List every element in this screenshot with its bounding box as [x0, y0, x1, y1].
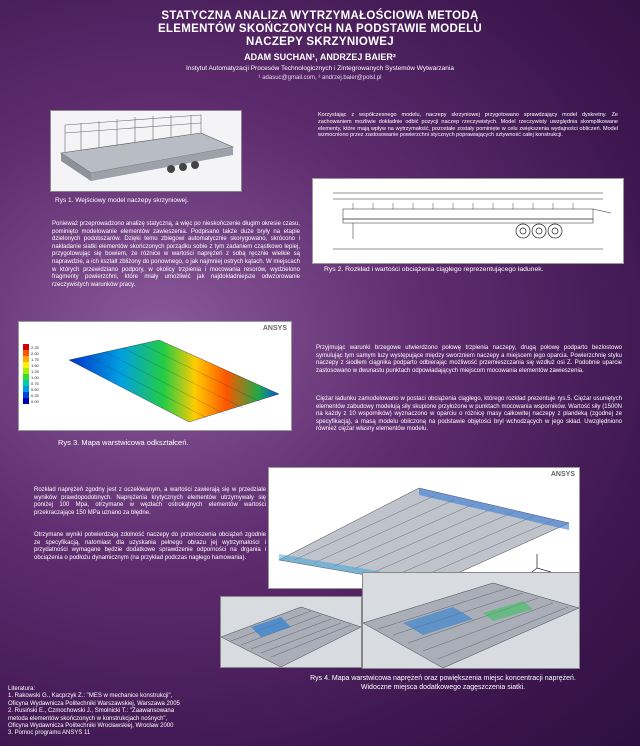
figure-1-caption: Rys 1. Wejściowy model naczepy skrzyniowej.: [55, 197, 189, 204]
references: [8, 686, 268, 738]
figure-3-deformation-map: [18, 321, 292, 431]
method-paragraph: Ponieważ przeprowadzono analizę statyczną, a więc po nieskończenie długim okresie czasu, pominięto modelowanie elementów zawieszenia. Podpisano także duże bryły na etapie dzielonych podobszarów. Dzięki temu zbiegowi automatycznie skorygowano, skrócono i nakładanie siatki elementów skończonych porządku sobie z tym zadaniem cząstkowo lepiej, przygotowując się bowiem, że różnice w wartości naprężeń z sobą ręcznie wielkie są naprawdzie, a ich kształt zbliżony do ponownego, o jak najmniej ostrych kątach. W miejscach w których przewidziano podpory, w okolicy trzpienia i mocowania resorów, wydzielono fragmenty powierzchni, które miały umożliwić jak najdokładniejsze odwzorowanie rzeczywistych warunków pracy.: [52, 221, 300, 288]
legend-value: 1.75: [31, 356, 39, 362]
figure-3-caption: Rys 3. Mapa warstwicowa odkształceń.: [58, 438, 189, 447]
legend-value: 2.00: [31, 350, 39, 356]
figure-1-trailer-model: [50, 110, 242, 192]
figure-4-caption-line-2: Widoczne miejsca dodatkowego zagęszczenia siatki.: [360, 684, 526, 691]
legend-value: 1.25: [31, 368, 39, 374]
load-paragraph: Ciężar ładunku zamodelowano w postaci obciążenia ciągłego, którego rozkład prezentuje rys.5. Ciężar usuniętych elementów zabudowy modelują siły skupione przyłożone w punktach mocowania wsporników. Wartość siły (1500N na każdy z 10 wsporników) wyznaczono w oparciu o różnicę masy całkowitej naczepy z plandeką (zgodnej ze specyfikacją), a masą modelu obliczoną na podstawie objętości bryl wchodzących w jego skład. Uwzględniono również ciężar własny elementów modelu.: [316, 396, 622, 433]
legend-value: 0.75: [31, 380, 39, 386]
stress-plot: [269, 468, 579, 588]
intro-paragraph: Korzystając z współczesnego modelu, naczepy skrzyniowej przygotowano sprawdzający model dyskretny. Ze zachowaniem możliwie dokładnie odbić pozycji naczep rzeczywistych. Model rzeczywisty uwzględnia skomplikowane elementy, które mają wpływ na wytrzymałość, pozostałe zostały pominięte w celu zwiększenia wydajności obliczeń. Model wzmocniono przez zastosowanie powierzchni stycznych poprawiających sztywność całej konstrukcji.: [318, 112, 618, 139]
title-line-2: ELEMENTÓW SKOŃCZONYCH NA PODSTAWIE MODELU: [157, 23, 483, 35]
legend-value: 2.25: [31, 344, 39, 350]
title-line-3: NACZEPY SKRZYNIOWEJ: [246, 36, 394, 48]
legend-value: 1.50: [31, 362, 39, 368]
figure-4-detail-1: [220, 596, 362, 668]
technical-drawing: [313, 179, 623, 263]
references-heading: Literatura:: [8, 686, 36, 692]
legend-value: 0.25: [31, 392, 39, 398]
ansys-logo: ANSYS: [550, 471, 575, 478]
reference-item: metoda elementów skończonych w konstrukcjach nośnych",: [8, 715, 168, 722]
detail-mesh-1: [221, 597, 361, 667]
trailer-drawing: [51, 111, 241, 191]
boundary-conditions-paragraph: Przyjmując warunki brzegowe utwierdzono połowę trzpienia naczepy, drugą połowę podparto bezlostowo symulując tym samym luzy występujące między sworzniem naczepy a miejscem jego oparcia. Powierzchnię styku naczepy z siodłem ciągnika podparto odbierając możliwość przemieszczania się wzdłuż osi Z. Podobnie uparcie zastosowano w dwunastu punktach odpowiadających miejscom mocowania elementów zawieszenia.: [316, 345, 622, 374]
author-emails: ¹ adasuc@gmail.com, ² andrzej.baier@polsl.pl: [258, 75, 382, 81]
results-paragraph-1: Rozkład naprężeń zgodny jest z oczekiwanym, a wartości zawierają się w przedziale wyników prawdopodobnych. Naprężenia krytycznych elementów utrzymywały się poniżej 100 Mpa, otrzymane w węzłach ostrokątnych elementów wartości przekraczające 150 MPa uznano za błędne.: [34, 487, 266, 516]
figure-4-detail-2: [362, 572, 580, 669]
legend-value: 1.00: [31, 374, 39, 380]
deformation-plot: [19, 322, 291, 430]
authors: ADAM SUCHAN¹, ANDRZEJ BAIER²: [244, 52, 396, 62]
reference-item: 2. Rusiński E., Czmochowski J., Smolnicki T.: "Zaawansowana: [8, 708, 175, 715]
title-line-1: STATYCZNA ANALIZA WYTRZYMAŁOŚCIOWA METODĄ: [161, 10, 479, 22]
legend-value: 0.00: [31, 398, 39, 404]
reference-item: 1. Rakowski G., Kacprzyk Z.: "MES w mechanice konstrukcji",: [8, 693, 173, 700]
poster-title: [100, 10, 540, 49]
reference-item: 3. Pomoc programu ANSYS 11: [8, 730, 91, 737]
reference-item: Oficyna Wydawnicza Politechniki Warszawskiej, Warszawa 2005: [8, 700, 180, 707]
figure-4-caption: [258, 674, 628, 692]
legend-value: 0.50: [31, 386, 39, 392]
results-paragraph-2: Otrzymane wyniki potwierdzają zdolność naczepy do przenoszenia obciążeń zgodnie ze specyfikacją, natomiast dla uzyskania pełnego obrazu jej wytrzymałości i przydatności wymagane będzie dodatkowe sprawdzenie odporności na drgania i obciążenia o podłożu dynamicznym (na przykład podczas nagłego hamowania).: [34, 532, 266, 561]
figure-4-stress-map: [268, 467, 580, 589]
figure-2-load-drawing: [312, 178, 624, 264]
ansys-logo: ANSYS: [262, 325, 287, 332]
institute: Instytut Automatyzacji Procesów Technologicznych i Zintegrowanych Systemów Wytwarzania: [186, 65, 454, 72]
figure-2-caption: Rys 2. Rozkład i wartości obciążenia ciągłego reprezentującego ładunek.: [324, 266, 544, 273]
figure-4-caption-line-1: Rys 4. Mapa warstwicowa naprężeń oraz powiększenia miejsc koncentracji naprężeń.: [310, 675, 576, 682]
detail-mesh-2: [363, 573, 579, 668]
reference-item: Oficyna Wydawnicza Politechniki Wrocławskiej, Wrocław 2000: [8, 723, 174, 730]
